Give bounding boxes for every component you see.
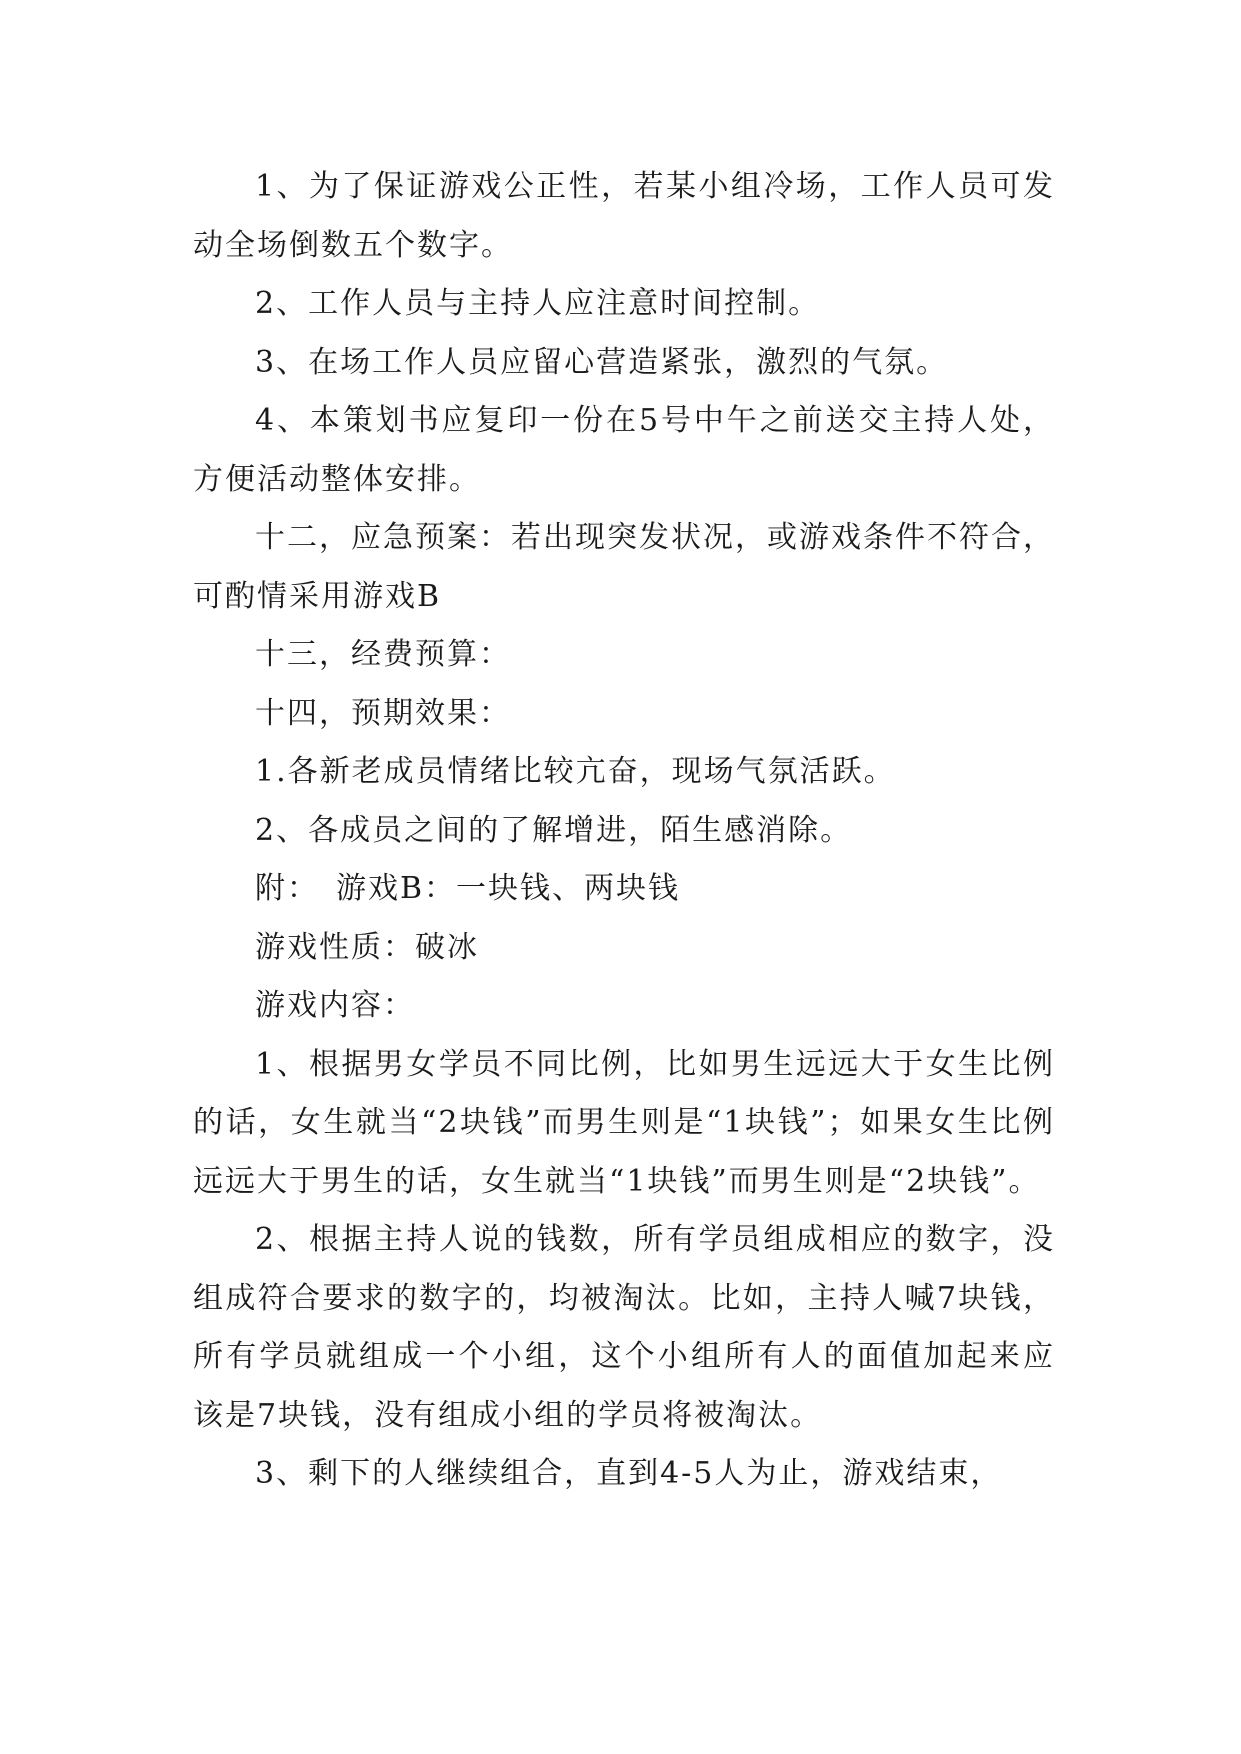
paragraph-budget-heading: 十三，经费预算： (255, 637, 511, 672)
paragraph-effect-2: 2、各成员之间的了解增进，陌生感消除。 (255, 812, 853, 848)
document-body (193, 158, 1055, 1504)
paragraph-game-nature: 游戏性质：破冰 (255, 929, 479, 965)
paragraph-rule-1: 1、为了保证游戏公正性，若某小组冷场，工作人员可发动全场倒数五个数字。 (193, 169, 1055, 263)
paragraph-game-step-3: 3、剩下的人继续组合，直到4-5人为止，游戏结束， (255, 1456, 1003, 1491)
paragraph-expected-effect-heading: 十四，预期效果： (255, 695, 511, 731)
paragraph-rule-2: 2、工作人员与主持人应注意时间控制。 (255, 286, 821, 321)
paragraph-rule-3: 3、在场工作人员应留心营造紧张，激烈的气氛。 (255, 344, 949, 380)
paragraph-appendix-game-b: 附： 游戏B：一块钱、两块钱 (255, 871, 681, 906)
paragraph-game-content-heading: 游戏内容： (255, 988, 415, 1023)
paragraph-game-step-2: 2、根据主持人说的钱数，所有学员组成相应的数字，没组成符合要求的数字的，均被淘汰。比如，主持人喊7块钱，所有学员就组成一个小组，这个小组所有人的面值加起来应该是7块钱，没有组成小组的学员将被淘汰。 (193, 1222, 1055, 1433)
paragraph-game-step-1: 1、根据男女学员不同比例，比如男生远远大于女生比例的话，女生就当“2块钱”而男生则是“1块钱”；如果女生比例远远大于男生的话，女生就当“1块钱”而男生则是“2块钱”。 (193, 1046, 1055, 1199)
paragraph-effect-1: 1.各新老成员情绪比较亢奋，现场气氛活跃。 (255, 754, 896, 789)
paragraph-rule-4: 4、本策划书应复印一份在5号中午之前送交主持人处，方便活动整体安排。 (193, 403, 1055, 497)
paragraph-emergency-plan: 十二，应急预案：若出现突发状况，或游戏条件不符合，可酌情采用游戏B (193, 520, 1055, 614)
